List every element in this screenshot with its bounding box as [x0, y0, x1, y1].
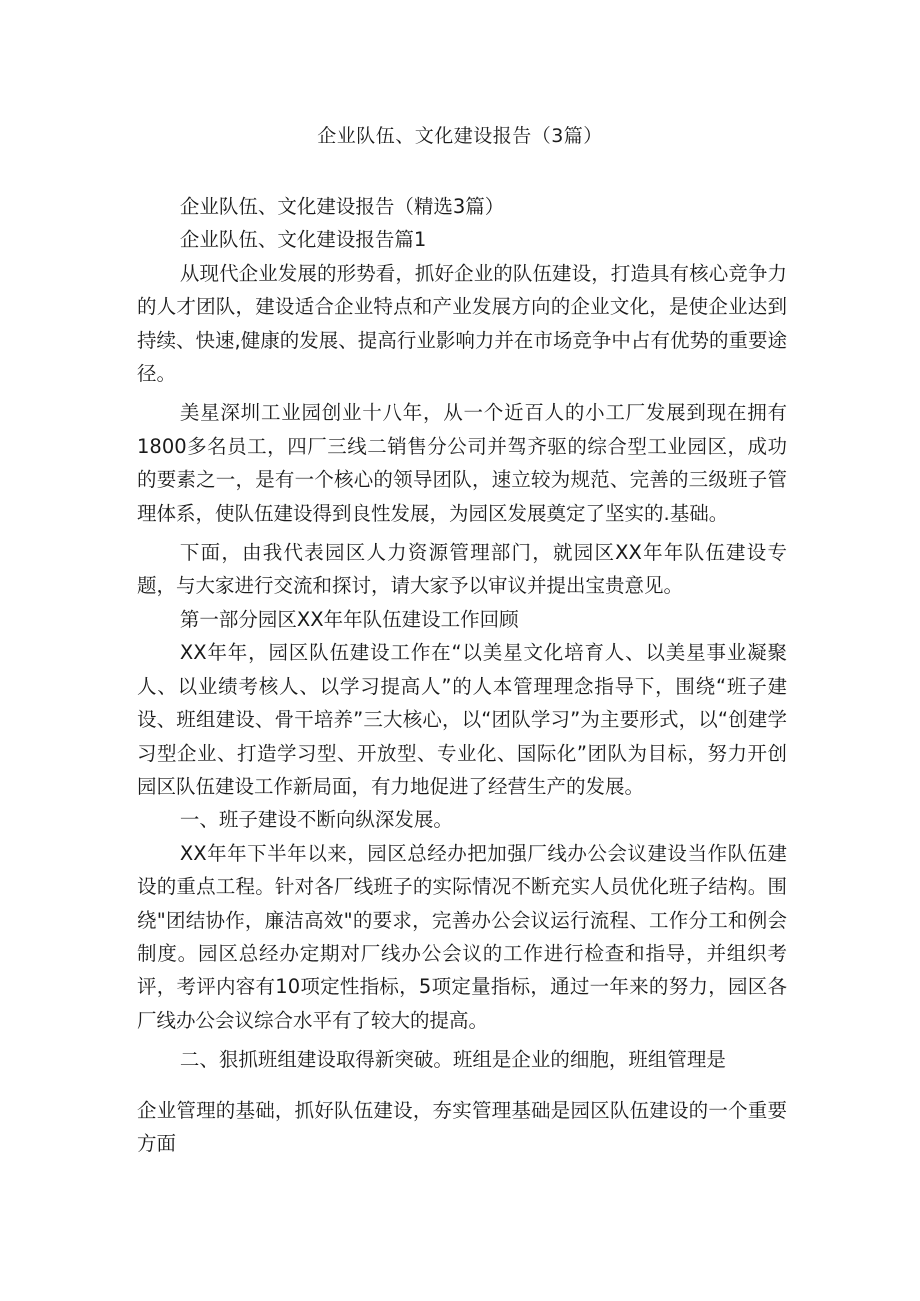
body-paragraph: 下面，由我代表园区人力资源管理部门，就园区XX年年队伍建设专题，与大家进行交流和探讨，请大家予以审议并提出宝贵意见。 — [137, 541, 787, 598]
part-heading: 第一部分园区XX年年队伍建设工作回顾 — [179, 607, 519, 631]
body-paragraph: XX年年下半年以来，园区总经办把加强厂线办公会议建设当作队伍建设的重点工程。针对各厂线班子的实际情况不断充实人员优化班子结构。围绕"团结协作，廉洁高效"的要求，完善办公会议运行流程、工作分工和例会制度。园区总经办定期对厂线办公会议的工作进行检查和指导，并组织考评，考评内容有10项定性指标，5项定量指标，通过一年来的努力，园区各厂线办公会议综合水平有了较大的提高。 — [137, 841, 787, 1032]
section-heading: 企业队伍、文化建设报告篇1 — [179, 228, 427, 252]
document-body — [137, 190, 787, 1077]
body-paragraph-continued: 企业管理的基础，抓好队伍建设，夯实管理基础是园区队伍建设的一个重要方面 — [137, 1099, 787, 1156]
body-paragraph: 从现代企业发展的形势看，抓好企业的队伍建设，打造具有核心竞争力的人才团队，建设适合企业特点和产业发展方向的企业文化，是使企业达到持续、快速,健康的发展、提高行业影响力并在市场竞争中占有优势的重要途径。 — [137, 261, 787, 386]
point-heading: 一、班子建设不断向纵深发展。 — [179, 808, 453, 832]
document-title: 企业队伍、文化建设报告（3篇） — [317, 125, 603, 147]
body-paragraph: 二、狠抓班组建设取得新突破。班组是企业的细胞，班组管理是 — [179, 1048, 726, 1072]
continued-paragraph-block — [137, 1094, 787, 1161]
body-paragraph: XX年年，园区队伍建设工作在“以美星文化培育人、以美星事业凝聚人、以业绩考核人、以学习提高人”的人本管理理念指导下，围绕“班子建设、班组建设、骨干培养”三大核心，以“团队学习”为主要形式，以“创建学习型企业、打造学习型、开放型、专业化、国际化”团队为目标，努力开创园区队伍建设工作新局面，有力地促进了经营生产的发展。 — [137, 641, 787, 798]
body-paragraph: 美星深圳工业园创业十八年，从一个近百人的小工厂发展到现在拥有1800多名员工，四厂三线二销售分公司并驾齐驱的综合型工业园区，成功的要素之一，是有一个核心的领导团队，速立较为规范、完善的三级班子管理体系，使队伍建设得到良性发展，为园区发展奠定了坚实的.基础。 — [137, 401, 787, 525]
subtitle-paragraph: 企业队伍、文化建设报告（精选3篇） — [179, 195, 505, 218]
